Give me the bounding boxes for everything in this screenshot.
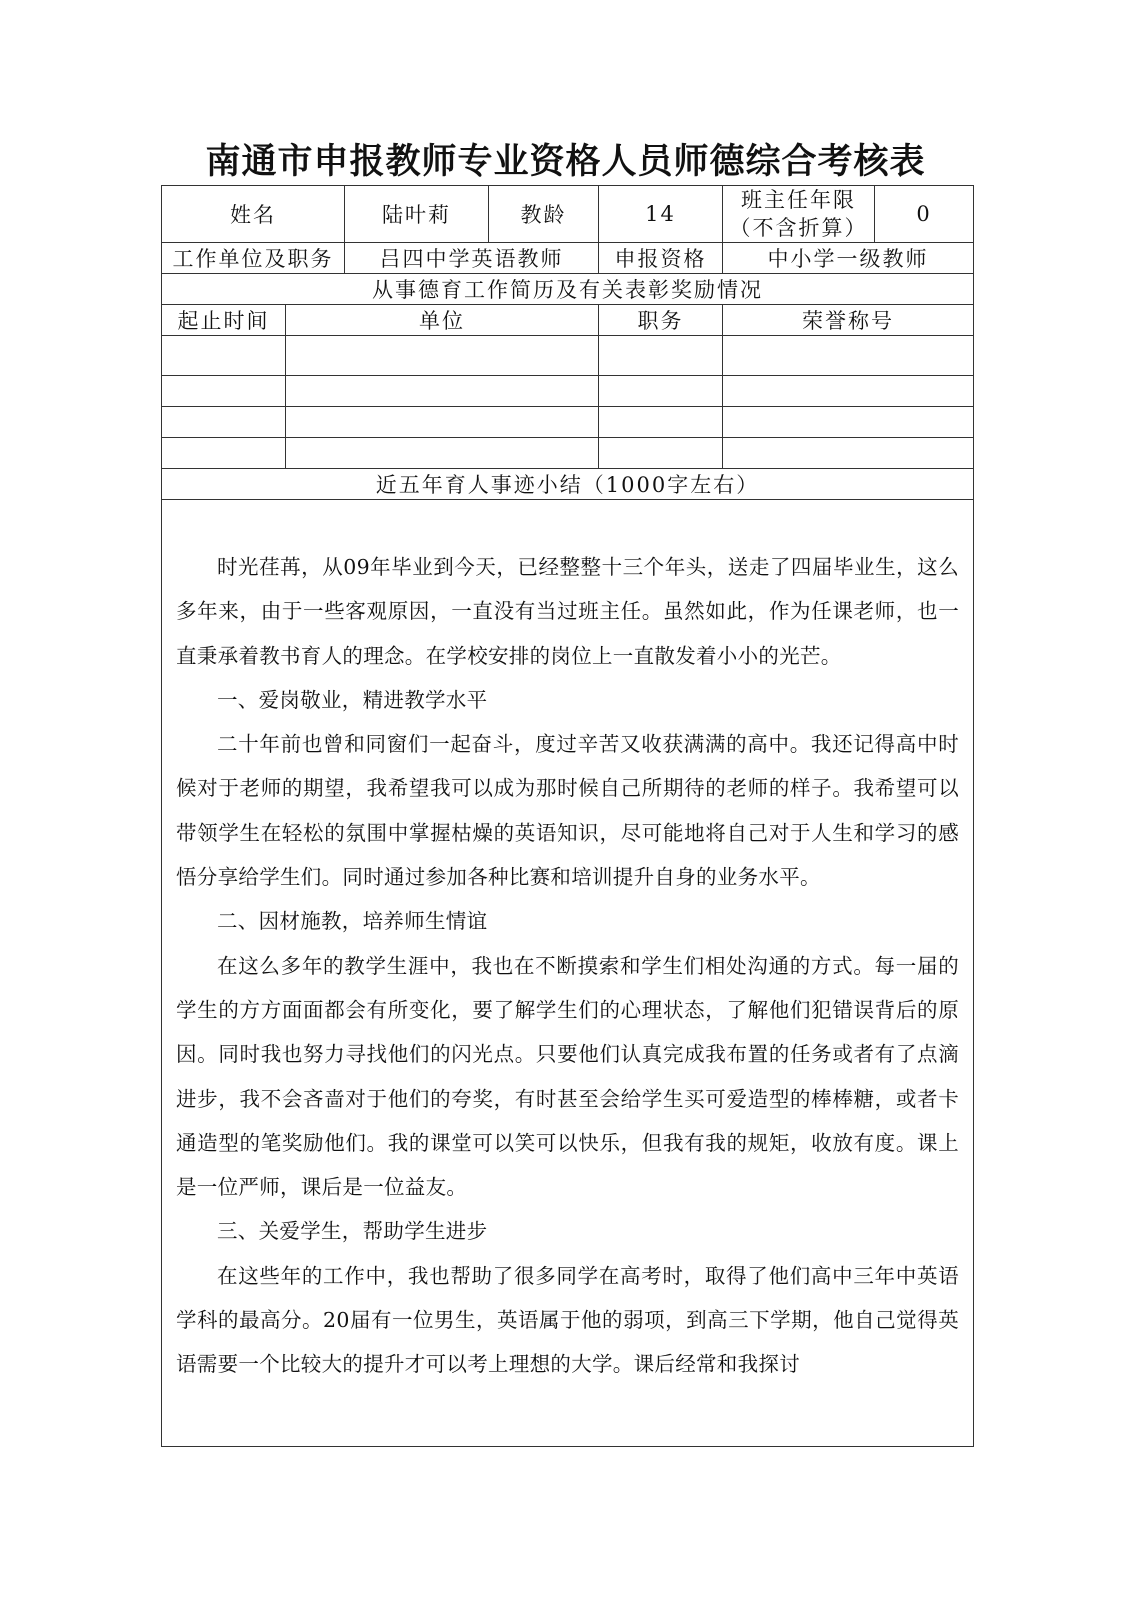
- teaching-age-label: 教龄: [489, 186, 599, 243]
- qualification-label: 申报资格: [599, 243, 723, 274]
- narrative-heading: 一、爱岗敬业，精进教学水平: [217, 687, 488, 712]
- narrative-paragraph: 在这么多年的教学生涯中，我也在不断摸索和学生们相处沟通的方式。每一届的学生的方方面面都会有所变化，要了解学生们的心理状态，了解他们犯错误背后的原因。同时我也努力寻找他们的闪光点。只要他们认真完成我布置的任务或者有了点滴进步，我不会吝啬对于他们的夸奖，有时甚至会给学生买可爱造型的棒棒糖，或者卡通造型的笔奖励他们。我的课堂可以笑可以快乐，但我有我的规矩，收放有度。课上是一位严师，课后是一位益友。: [176, 953, 959, 1200]
- head-teacher-label-line1: 班主任年限: [741, 188, 856, 212]
- history-empty-row: [162, 438, 974, 469]
- name-value: 陆叶莉: [345, 186, 489, 243]
- head-teacher-years-value: 0: [875, 186, 974, 243]
- history-empty-row: [162, 376, 974, 407]
- narrative-heading: 二、因材施教，培养师生情谊: [217, 909, 488, 934]
- history-section-title: 从事德育工作简历及有关表彰奖励情况: [162, 274, 974, 305]
- summary-section-row: [162, 469, 974, 500]
- qualification-value: 中小学一级教师: [723, 243, 974, 274]
- history-header-period: 起止时间: [162, 305, 286, 336]
- history-header-row: [162, 305, 974, 336]
- narrative-cell: [162, 500, 974, 1447]
- basic-info-row: [162, 186, 974, 243]
- summary-section-title: 近五年育人事迹小结（1000字左右）: [162, 469, 974, 500]
- head-teacher-years-label: [723, 186, 875, 243]
- page-title: 南通市申报教师专业资格人员师德综合考核表: [205, 142, 926, 182]
- history-header-honor: 荣誉称号: [723, 305, 974, 336]
- history-empty-row: [162, 336, 974, 376]
- history-section-row: [162, 274, 974, 305]
- name-label: 姓名: [162, 186, 345, 243]
- history-header-unit: 单位: [286, 305, 599, 336]
- head-teacher-label-line2: （不含折算）: [729, 216, 868, 240]
- work-unit-row: [162, 243, 974, 274]
- history-header-position: 职务: [599, 305, 723, 336]
- assessment-form: [161, 185, 974, 1447]
- work-unit-label: 工作单位及职务: [162, 243, 345, 274]
- narrative-paragraph: 在这些年的工作中，我也帮助了很多同学在高考时，取得了他们高中三年中英语学科的最高分。20届有一位男生，英语属于他的弱项，到高三下学期，他自己觉得英语需要一个比较大的提升才可以考上理想的大学。课后经常和我探讨: [176, 1263, 959, 1377]
- teaching-age-value: 14: [599, 186, 723, 243]
- narrative-paragraph: 二十年前也曾和同窗们一起奋斗，度过辛苦又收获满满的高中。我还记得高中时候对于老师的期望，我希望我可以成为那时候自己所期待的老师的样子。我希望可以带领学生在轻松的氛围中掌握枯燥的英语知识，尽可能地将自己对于人生和学习的感悟分享给学生们。同时通过参加各种比赛和培训提升自身的业务水平。: [176, 732, 959, 890]
- narrative-heading: 三、关爱学生，帮助学生进步: [217, 1219, 488, 1244]
- narrative-row: [162, 500, 974, 1447]
- work-unit-value: 吕四中学英语教师: [345, 243, 599, 274]
- history-empty-row: [162, 407, 974, 438]
- narrative-paragraph: 时光荏苒，从09年毕业到今天，已经整整十三个年头，送走了四届毕业生，这么多年来，由于一些客观原因，一直没有当过班主任。虽然如此，作为任课老师，也一直秉承着教书育人的理念。在学校安排的岗位上一直散发着小小的光芒。: [176, 555, 959, 668]
